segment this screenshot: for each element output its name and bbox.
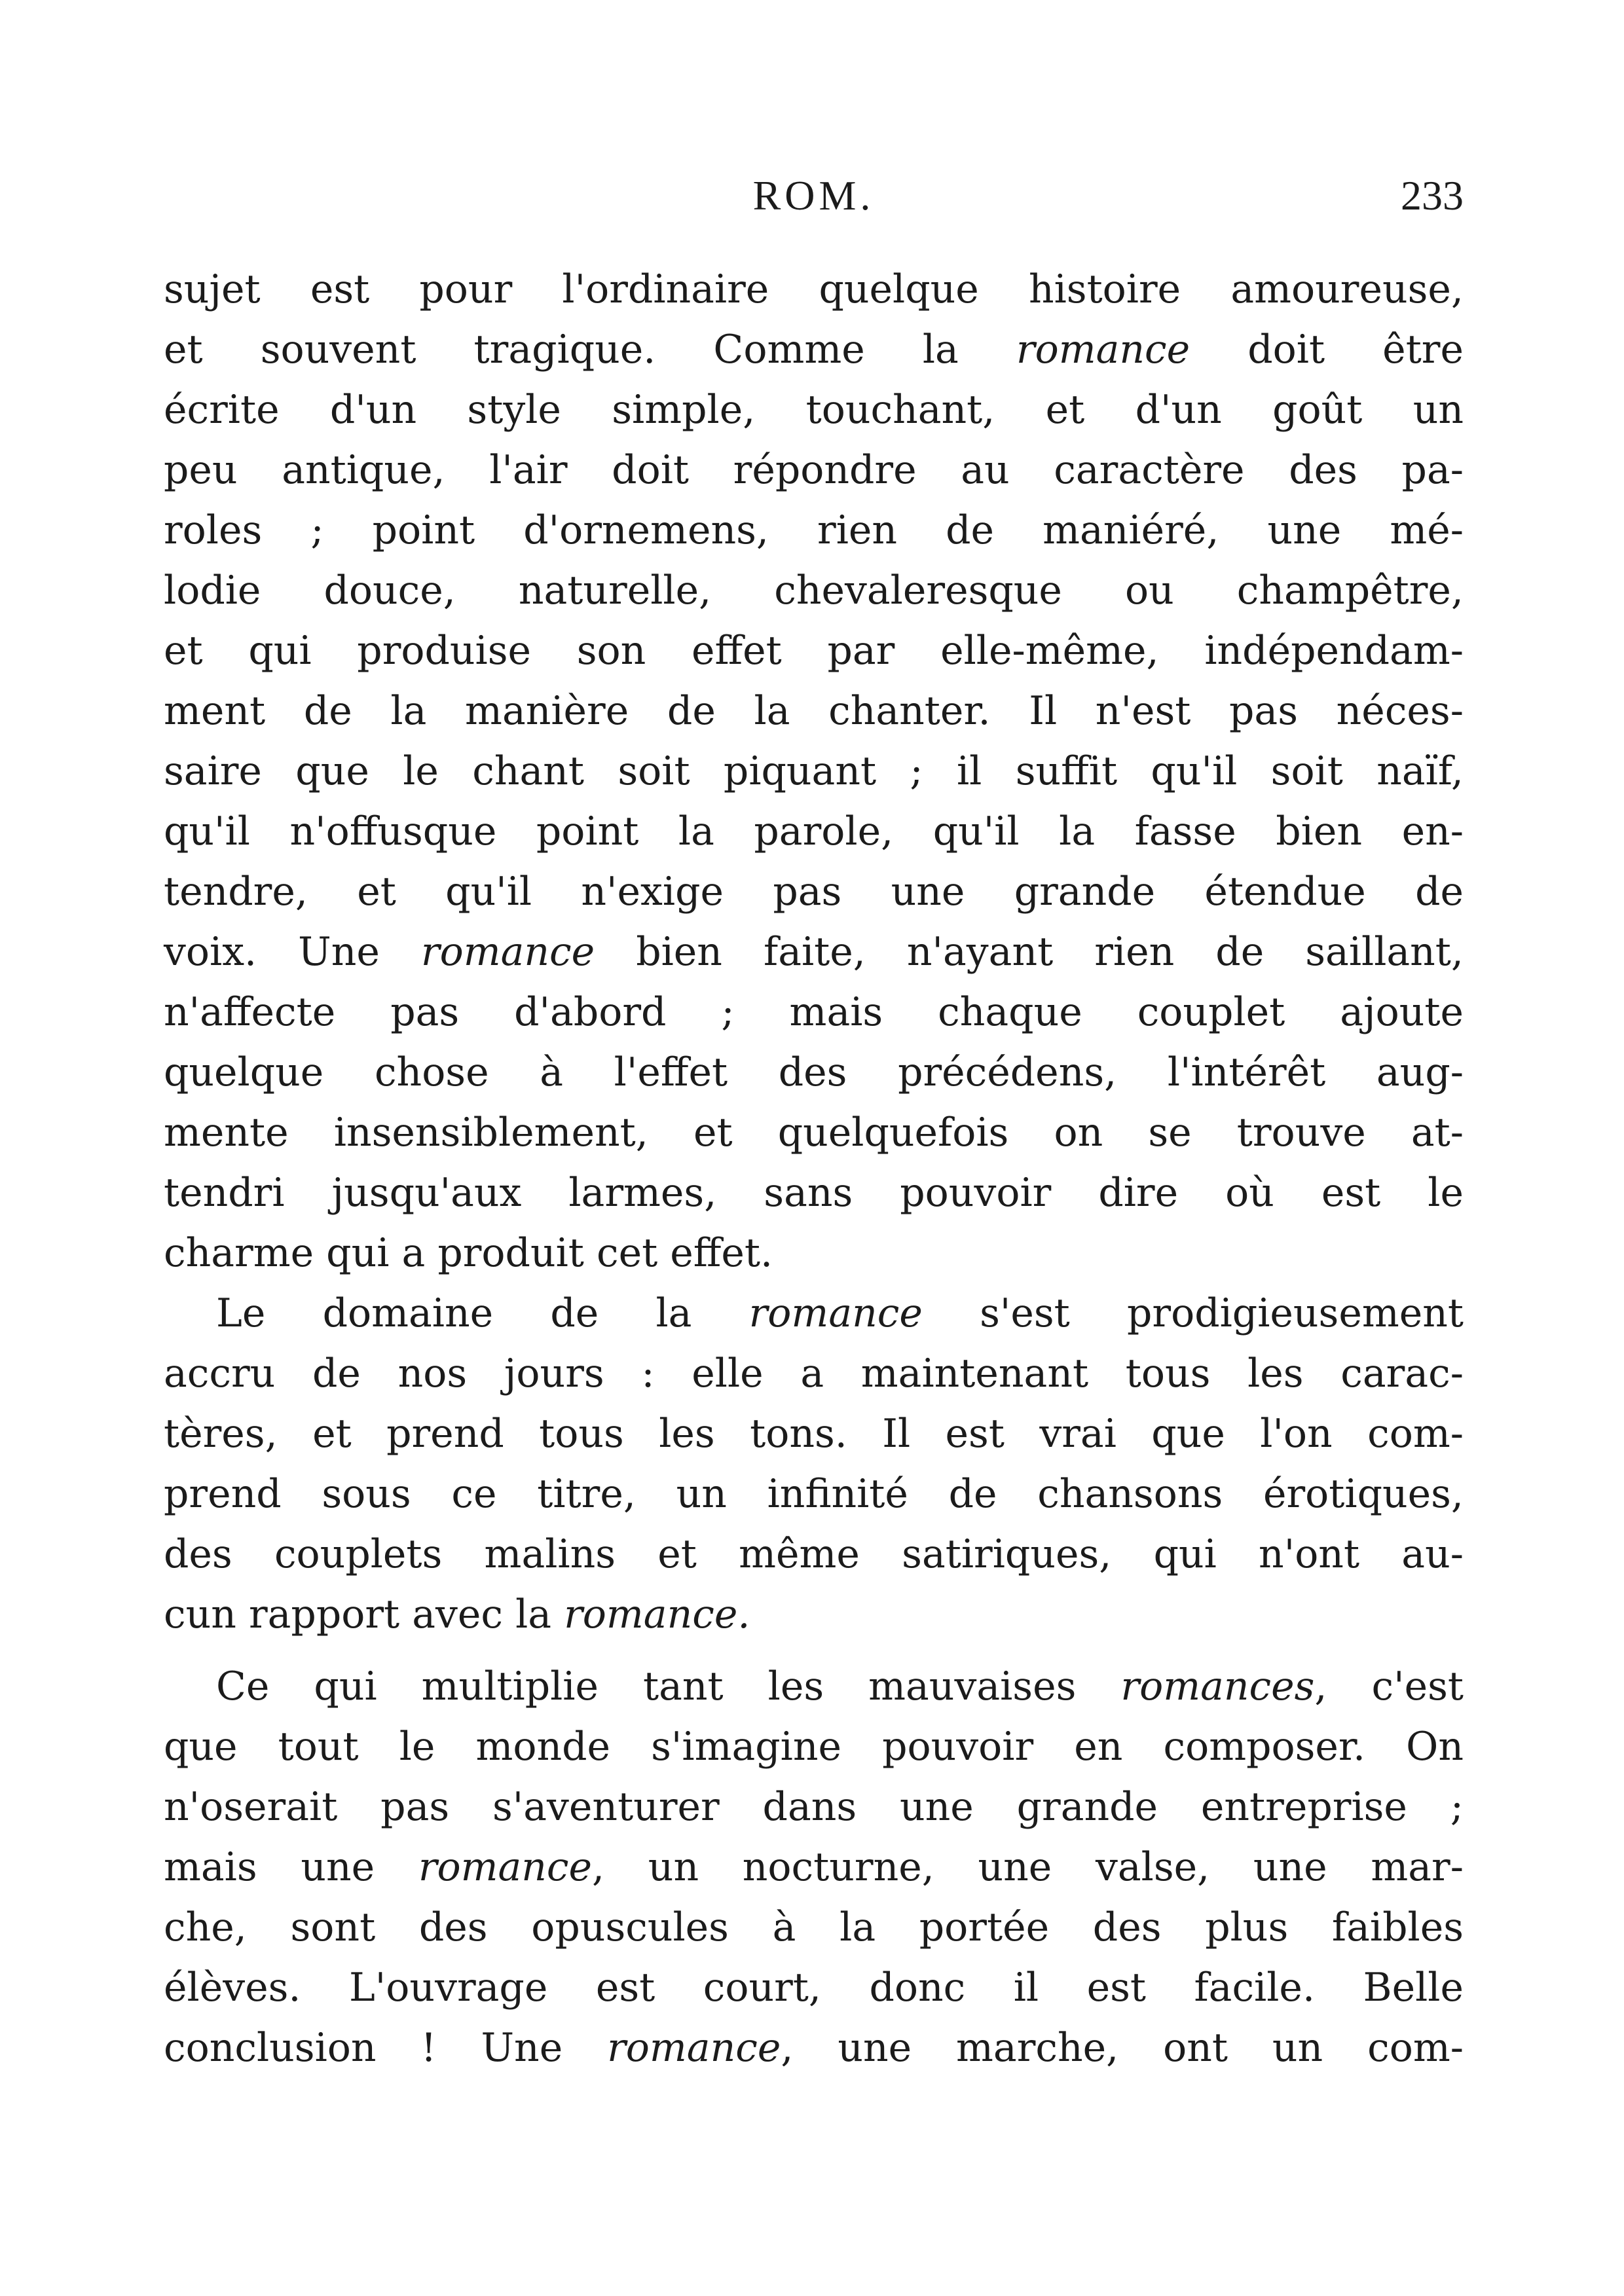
text-run: écrite d'un style simple, touchant, et d'un goût un	[164, 387, 1464, 433]
italic-term: romance.	[564, 1592, 750, 1637]
text-line	[164, 1223, 1464, 1283]
italic-term: romances	[1120, 1664, 1315, 1709]
text-run: peu antique, l'air doit répondre au caractère des pa-	[164, 447, 1464, 493]
text-line	[164, 440, 1464, 500]
text-run: qu'il n'offusque point la parole, qu'il la fasse bien en-	[164, 809, 1464, 854]
italic-term: romance	[1016, 327, 1190, 373]
text-line	[164, 259, 1464, 319]
text-run: mente insensiblement, et quelquefois on se trouve at-	[164, 1110, 1464, 1156]
text-run: , un nocturne, une valse, une mar-	[592, 1844, 1464, 1890]
text-line	[164, 1656, 1464, 1717]
text-run: et qui produise son effet par elle-même, indépendam-	[164, 628, 1464, 674]
text-run: voix. Une	[164, 929, 421, 975]
text-line	[164, 801, 1464, 862]
italic-term: romance	[420, 929, 595, 975]
text-run: des couplets malins et même satiriques, qui n'ont au-	[164, 1531, 1464, 1577]
text-line	[164, 862, 1464, 922]
text-line	[164, 681, 1464, 741]
text-line	[164, 500, 1464, 560]
text-line	[164, 1584, 1464, 1645]
italic-term: romance	[418, 1844, 593, 1890]
text-line	[164, 1102, 1464, 1163]
body-text	[164, 259, 1464, 2078]
text-run: mais une	[164, 1844, 418, 1890]
text-run: bien faite, n'ayant rien de saillant,	[595, 929, 1464, 975]
text-run: accru de nos jours : elle a maintenant tous les carac-	[164, 1351, 1464, 1396]
text-line	[164, 560, 1464, 621]
text-run: ment de la manière de la chanter. Il n'est pas néces-	[164, 688, 1464, 734]
text-run: saire que le chant soit piquant ; il suffit qu'il soit naïf,	[164, 748, 1464, 794]
text-line	[164, 1163, 1464, 1223]
text-run: tendre, et qu'il n'exige pas une grande étendue de	[164, 869, 1464, 915]
text-run: che, sont des opuscules à la portée des plus faibles	[164, 1904, 1464, 1950]
page-number: 233	[1401, 172, 1464, 219]
text-run: Ce qui multiplie tant les mauvaises	[216, 1664, 1121, 1709]
text-run: élèves. L'ouvrage est court, donc il est facile. Belle	[164, 1965, 1464, 2011]
italic-term: romance	[607, 2025, 781, 2071]
text-line	[164, 1897, 1464, 1958]
text-run: doit être	[1190, 327, 1464, 373]
text-run: Le domaine de la	[216, 1290, 749, 1336]
text-line	[164, 1343, 1464, 1404]
text-run: conclusion ! Une	[164, 2025, 608, 2071]
text-line	[164, 1717, 1464, 1777]
text-run: lodie douce, naturelle, chevaleresque ou champêtre,	[164, 568, 1464, 613]
text-line	[164, 1958, 1464, 2018]
text-run: roles ; point d'ornemens, rien de maniéré, une mé-	[164, 507, 1464, 553]
text-line	[164, 1404, 1464, 1464]
text-line	[164, 319, 1464, 380]
text-run: n'oserait pas s'aventurer dans une grande entreprise ;	[164, 1784, 1464, 1830]
text-run: sujet est pour l'ordinaire quelque histoire amoureuse,	[164, 266, 1464, 312]
text-run: charme qui a produit cet effet.	[164, 1230, 773, 1276]
text-line	[164, 1524, 1464, 1584]
text-run: prend sous ce titre, un infinité de chansons érotiques,	[164, 1471, 1464, 1517]
text-run: quelque chose à l'effet des précédens, l'intérêt aug-	[164, 1049, 1464, 1095]
text-line	[164, 1837, 1464, 1897]
text-line	[164, 1042, 1464, 1102]
running-head	[164, 172, 1464, 224]
text-run: , c'est	[1314, 1664, 1464, 1709]
text-line	[164, 1283, 1464, 1343]
text-run: cun rapport avec la	[164, 1592, 564, 1637]
text-run: que tout le monde s'imagine pouvoir en composer. On	[164, 1724, 1464, 1770]
text-line	[164, 922, 1464, 982]
text-run: , une marche, ont un com-	[781, 2025, 1464, 2071]
running-title: ROM.	[752, 172, 875, 219]
text-run: s'est prodigieusement	[922, 1290, 1464, 1336]
text-run: tendri jusqu'aux larmes, sans pouvoir dire où est le	[164, 1170, 1464, 1216]
text-line	[164, 982, 1464, 1042]
italic-term: romance	[748, 1290, 923, 1336]
text-run: et souvent tragique. Comme la	[164, 327, 1016, 373]
text-line	[164, 621, 1464, 681]
text-line	[164, 380, 1464, 440]
text-line	[164, 741, 1464, 801]
text-line	[164, 1777, 1464, 1837]
text-line	[164, 2018, 1464, 2078]
text-run: tères, et prend tous les tons. Il est vrai que l'on com-	[164, 1411, 1464, 1457]
text-line	[164, 1464, 1464, 1524]
text-run: n'affecte pas d'abord ; mais chaque couplet ajoute	[164, 989, 1464, 1035]
